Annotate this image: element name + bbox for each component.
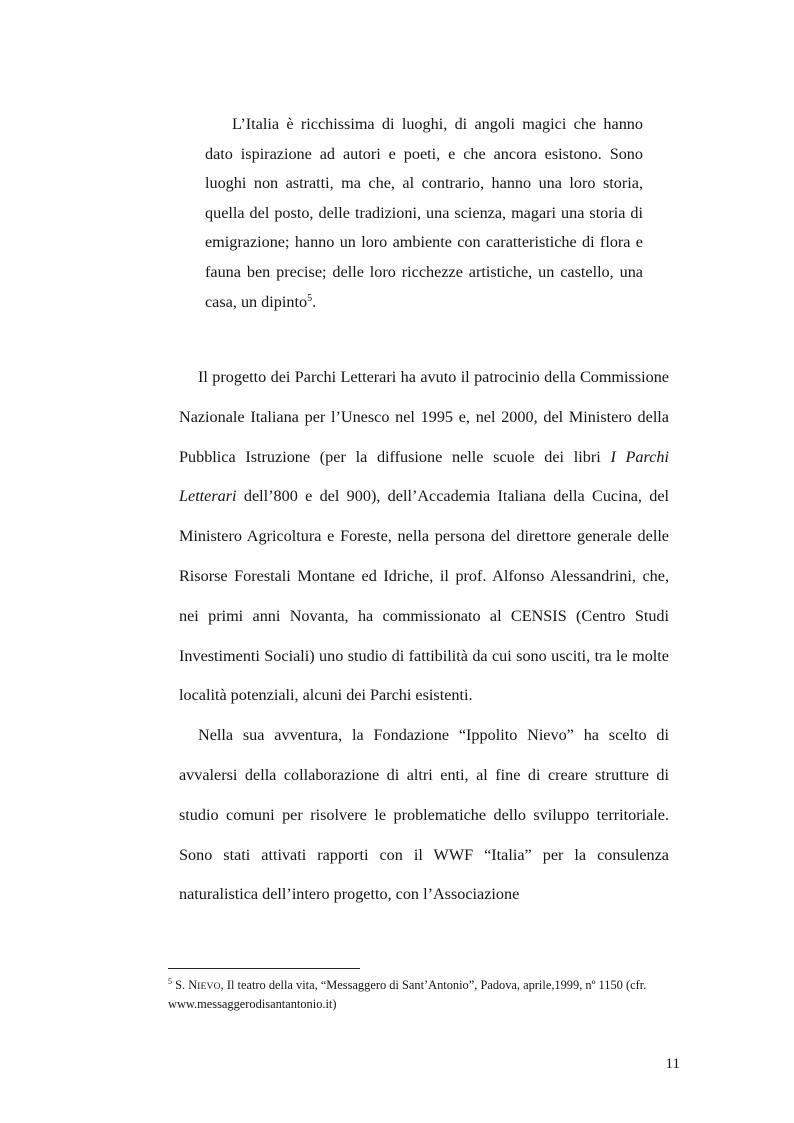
paragraph-1-text-start: Il progetto dei Parchi Letterari ha avuto il patrocinio della Commissione Nazionale Italiana per l’Unesco nel 1995 e, nel 2000, del Ministero della Pubblica Istruzione (per la diffusione nelle scuole dei libri <box>179 368 669 466</box>
footnote-number: 5 <box>168 977 172 986</box>
body-text <box>179 358 669 915</box>
book-title: I Parchi Letterari <box>179 447 669 506</box>
block-quote <box>205 110 643 317</box>
footnote-author-rest: IEVO <box>197 982 221 992</box>
footnote-text: , Il teatro della vita, “Messaggero di Sant’Antonio”, Padova, aprile,1999, nº 1150 (cfr. www.messaggerodisantantonio.it) <box>168 978 647 1011</box>
footnote-author-initial: S. N <box>175 978 198 992</box>
paragraph-1 <box>179 358 669 716</box>
block-quote-text: L’Italia è ricchissima di luoghi, di angoli magici che hanno dato ispirazione ad autori e poeti, e che ancora esistono. Sono luoghi non astratti, ma che, al contrario, hanno una loro storia, quella del posto, delle tradizioni, una scienza, magari una storia di emigrazione; hanno un loro ambiente con caratteristiche di flora e fauna ben precise; delle loro ricchezze artistiche, un castello, una casa, un dipinto <box>205 115 643 311</box>
block-quote-end: . <box>312 292 317 311</box>
footnote-divider <box>168 968 360 969</box>
paragraph-2: Nella sua avventura, la Fondazione “Ippolito Nievo” ha scelto di avvalersi della collaborazione di altri enti, al fine di creare strutture di studio comuni per risolvere le problematiche dello sviluppo territoriale. Sono stati attivati rapporti con il WWF “Italia” per la consulenza naturalistica dell’intero progetto, con l’Associazione <box>179 726 669 904</box>
footnote-reference[interactable]: 5 <box>307 292 313 304</box>
footnote <box>168 977 688 1013</box>
paragraph-1-text-end: dell’800 e del 900), dell’Accademia Italiana della Cucina, del Ministero Agricoltura e Foreste, nella persona del direttore generale delle Risorse Forestali Montane ed Idriche, il prof. Alfonso Alessandrini, che, nei primi anni Novanta, ha commissionato al CENSIS (Centro Studi Investimenti Sociali) uno studio di fattibilità da cui sono usciti, tra le molte località potenziali, alcuni dei Parchi esistenti. <box>179 487 669 705</box>
page-number: 11 <box>665 1056 680 1072</box>
